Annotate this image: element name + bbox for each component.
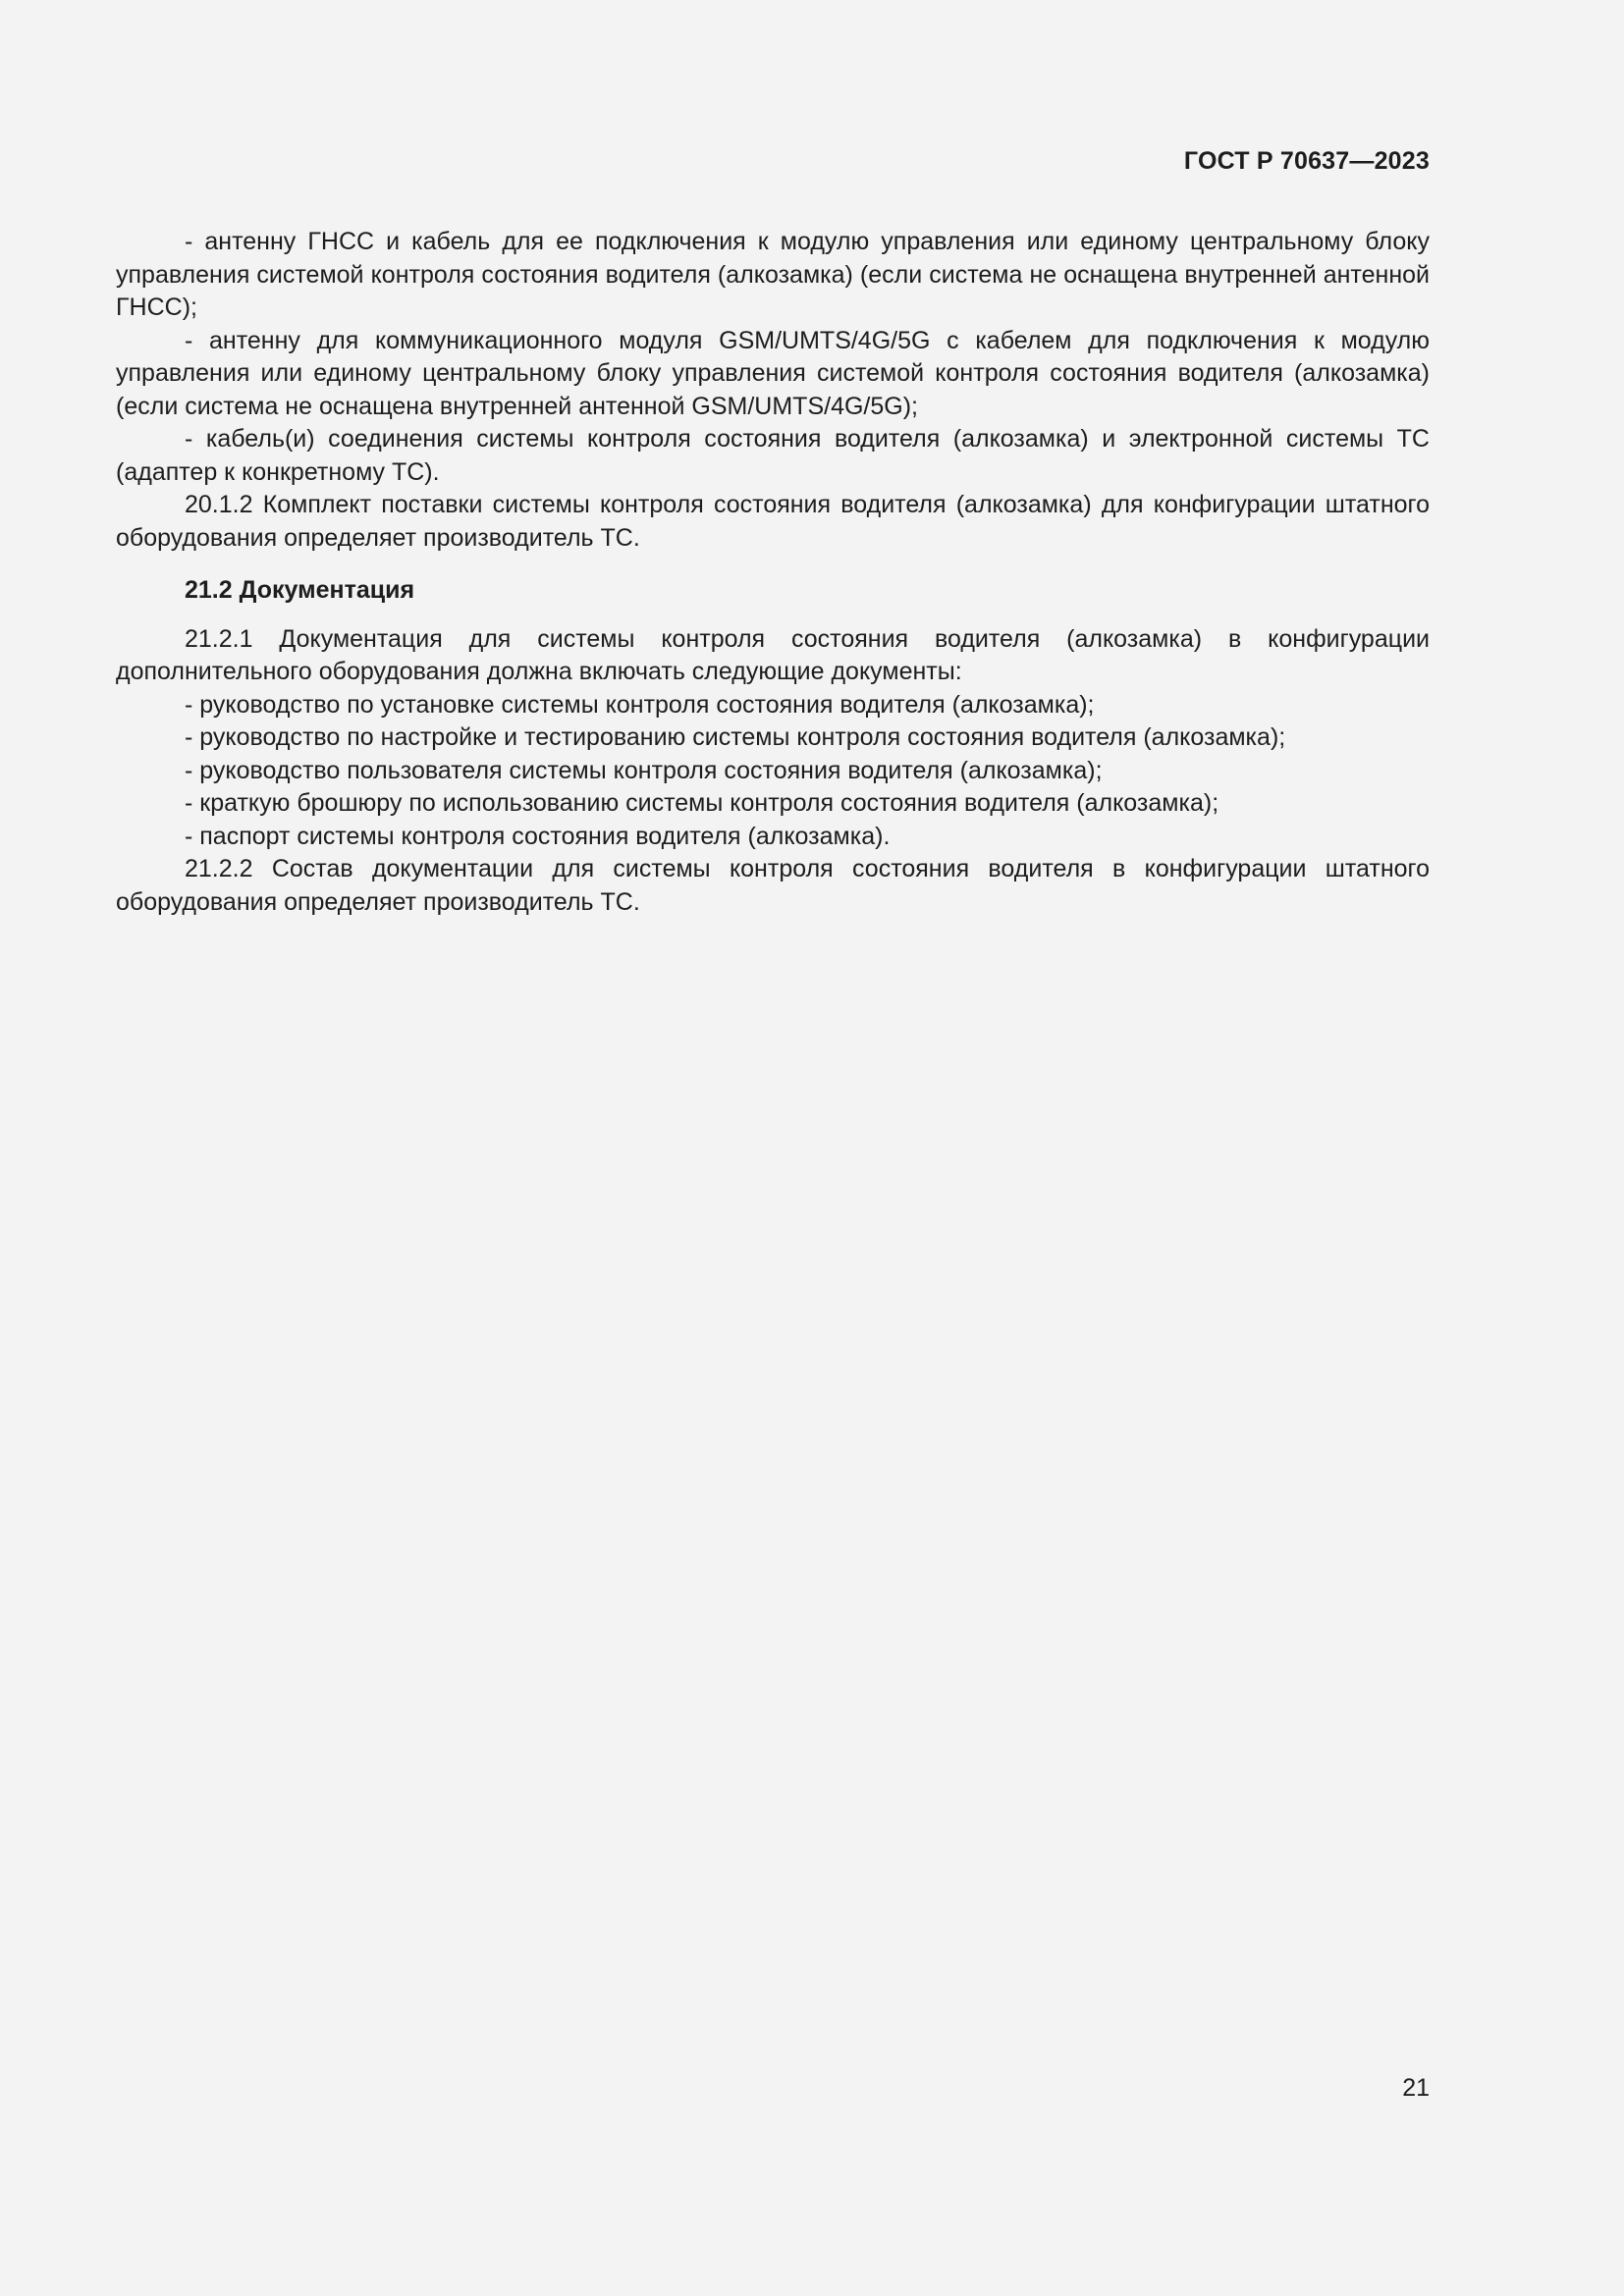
page-number: 21 <box>1402 2074 1430 2102</box>
document-code-header: ГОСТ Р 70637—2023 <box>1183 147 1430 175</box>
list-item-user-manual: - руководство пользователя системы контроля состояния водителя (алкозамка); <box>185 756 1103 784</box>
document-body <box>116 226 1430 919</box>
list-item-gnss-antenna: - антенну ГНСС и кабель для ее подключения к модулю управления или единому центральному блоку управления системой контроля состояния водителя (алкозамка) (если система не оснащена внутренней антенной ГНСС); <box>116 228 1430 321</box>
list-item-connection-cable: - кабель(и) соединения системы контроля состояния водителя (алкозамка) и электронной системы ТС (адаптер к конкретному ТС). <box>116 425 1430 486</box>
list-item-brochure: - краткую брошюру по использованию системы контроля состояния водителя (алкозамка); <box>185 789 1219 817</box>
section-heading-21-2: 21.2 Документация <box>185 576 415 604</box>
list-item-gsm-antenna: - антенну для коммуникационного модуля GSM/UMTS/4G/5G с кабелем для подключения к модулю управления или единому центральному блоку управления системой контроля состояния водителя (алкозамка) (если система не оснащена внутренней антенной GSM/UMTS/4G/5G); <box>116 326 1430 420</box>
clause-21-2-2: 21.2.2 Состав документации для системы контроля состояния водителя в конфигурации штатного оборудования определяет производитель ТС. <box>116 855 1430 916</box>
list-item-passport: - паспорт системы контроля состояния водителя (алкозамка). <box>185 822 891 850</box>
list-item-setup-testing-manual: - руководство по настройке и тестированию системы контроля состояния водителя (алкозамка); <box>185 723 1286 751</box>
clause-20-1-2: 20.1.2 Комплект поставки системы контроля состояния водителя (алкозамка) для конфигурации штатного оборудования определяет производитель ТС. <box>116 491 1430 552</box>
list-item-installation-manual: - руководство по установке системы контроля состояния водителя (алкозамка); <box>185 690 1095 719</box>
clause-21-2-1: 21.2.1 Документация для системы контроля состояния водителя (алкозамка) в конфигурации дополнительного оборудования должна включать следующие документы: <box>116 624 1430 685</box>
